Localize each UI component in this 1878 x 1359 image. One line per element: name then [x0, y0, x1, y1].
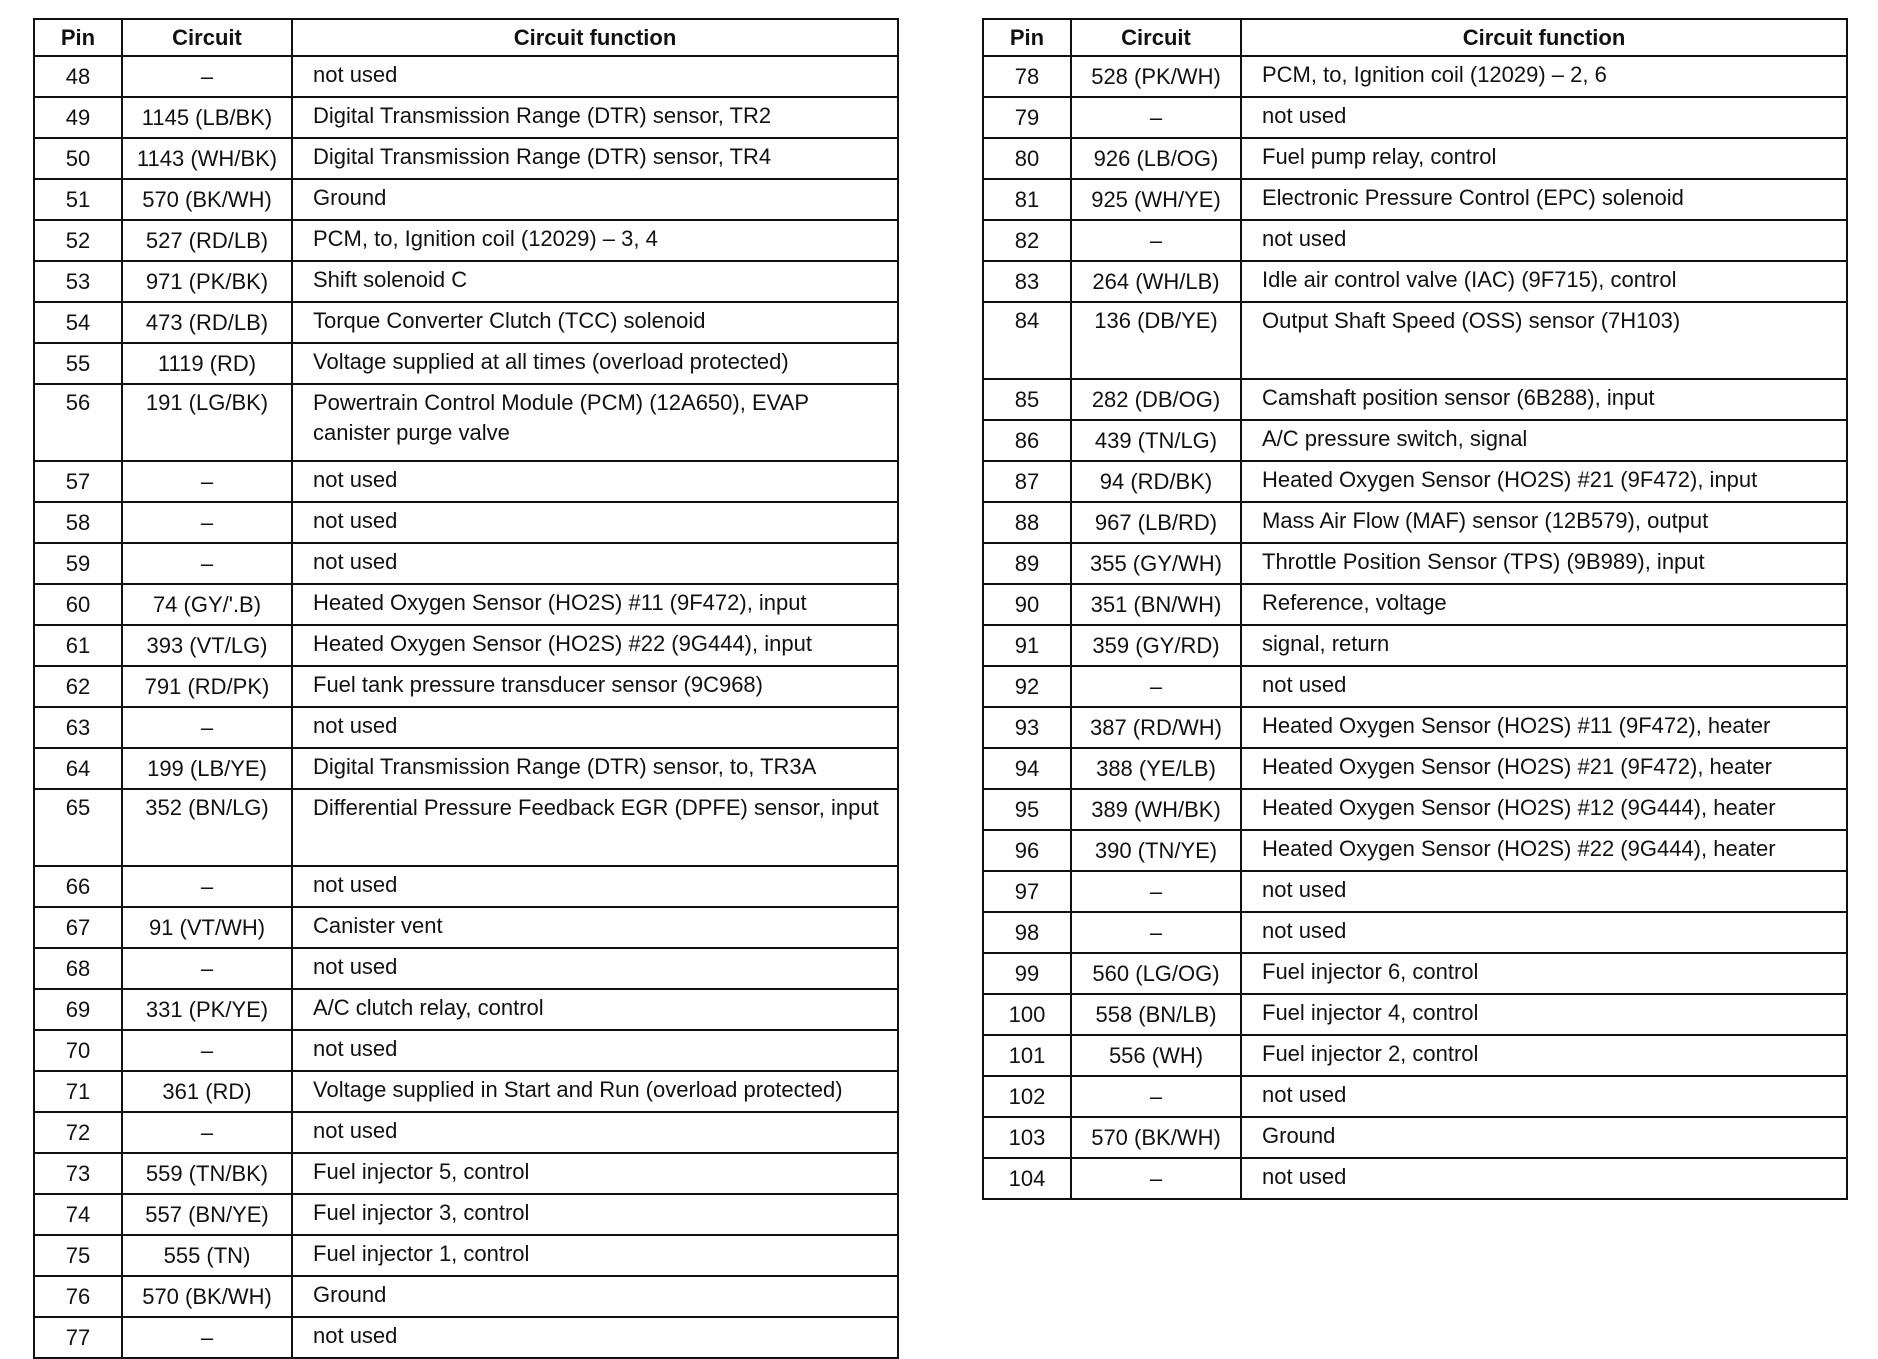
pin-cell: 78: [983, 56, 1071, 97]
table-row: [983, 625, 1847, 666]
circuit-function-cell: Electronic Pressure Control (EPC) solenoid: [1241, 179, 1847, 220]
circuit-function-cell: Fuel tank pressure transducer sensor (9C968): [292, 666, 898, 707]
pin-cell: 75: [34, 1235, 122, 1276]
circuit-cell: 560 (LG/OG): [1071, 953, 1241, 994]
circuit-function-cell: Mass Air Flow (MAF) sensor (12B579), output: [1241, 502, 1847, 543]
table-row: [983, 830, 1847, 871]
pin-cell: 65: [34, 789, 122, 866]
pin-cell: 77: [34, 1317, 122, 1358]
circuit-function-cell: PCM, to, Ignition coil (12029) – 2, 6: [1241, 56, 1847, 97]
circuit-function-cell: Fuel injector 2, control: [1241, 1035, 1847, 1076]
pin-cell: 72: [34, 1112, 122, 1153]
circuit-cell: 557 (BN/YE): [122, 1194, 292, 1235]
table-row: [983, 138, 1847, 179]
circuit-cell: 555 (TN): [122, 1235, 292, 1276]
circuit-cell: 556 (WH): [1071, 1035, 1241, 1076]
circuit-cell: –: [1071, 1158, 1241, 1199]
circuit-function-cell: Ground: [292, 179, 898, 220]
circuit-cell: 926 (LB/OG): [1071, 138, 1241, 179]
circuit-function-cell: Throttle Position Sensor (TPS) (9B989), input: [1241, 543, 1847, 584]
circuit-function-cell: Heated Oxygen Sensor (HO2S) #11 (9F472), input: [292, 584, 898, 625]
pin-cell: 87: [983, 461, 1071, 502]
table-row: [34, 543, 898, 584]
table-row: [34, 625, 898, 666]
circuit-function-cell: Voltage supplied in Start and Run (overload protected): [292, 1071, 898, 1112]
circuit-function-cell: Ground: [292, 1276, 898, 1317]
table-row: [34, 261, 898, 302]
table-row: [983, 584, 1847, 625]
table-row: [34, 138, 898, 179]
circuit-function-cell: Fuel pump relay, control: [1241, 138, 1847, 179]
table-row: [983, 953, 1847, 994]
table-row: [983, 1035, 1847, 1076]
table-row: [34, 502, 898, 543]
pin-cell: 64: [34, 748, 122, 789]
table-row: [983, 1117, 1847, 1158]
circuit-cell: 352 (BN/LG): [122, 789, 292, 866]
circuit-function-cell: not used: [1241, 871, 1847, 912]
pin-cell: 50: [34, 138, 122, 179]
circuit-cell: 359 (GY/RD): [1071, 625, 1241, 666]
table-row: [34, 789, 898, 866]
circuit-function-cell: not used: [1241, 220, 1847, 261]
table-row: [983, 179, 1847, 220]
circuit-function-cell: Heated Oxygen Sensor (HO2S) #21 (9F472), heater: [1241, 748, 1847, 789]
circuit-cell: –: [122, 1317, 292, 1358]
circuit-function-cell: Camshaft position sensor (6B288), input: [1241, 379, 1847, 420]
pin-cell: 99: [983, 953, 1071, 994]
circuit-cell: –: [122, 56, 292, 97]
pin-cell: 100: [983, 994, 1071, 1035]
circuit-function-cell: PCM, to, Ignition coil (12029) – 3, 4: [292, 220, 898, 261]
circuit-function-cell: Fuel injector 1, control: [292, 1235, 898, 1276]
circuit-function-cell: Heated Oxygen Sensor (HO2S) #11 (9F472), heater: [1241, 707, 1847, 748]
circuit-cell: 791 (RD/PK): [122, 666, 292, 707]
circuit-cell: 91 (VT/WH): [122, 907, 292, 948]
table-row: [34, 584, 898, 625]
pin-cell: 90: [983, 584, 1071, 625]
pin-cell: 103: [983, 1117, 1071, 1158]
circuit-function-cell: Fuel injector 3, control: [292, 1194, 898, 1235]
circuit-function-cell: not used: [1241, 1158, 1847, 1199]
table-body-left: [34, 56, 898, 1358]
table-header-row: [34, 19, 898, 56]
pin-cell: 59: [34, 543, 122, 584]
table-row: [34, 461, 898, 502]
pin-cell: 86: [983, 420, 1071, 461]
circuit-cell: –: [1071, 97, 1241, 138]
table-row: [983, 97, 1847, 138]
circuit-function-cell: not used: [1241, 666, 1847, 707]
pin-cell: 84: [983, 302, 1071, 379]
table-row: [983, 543, 1847, 584]
circuit-function-cell: not used: [292, 707, 898, 748]
circuit-cell: –: [122, 1112, 292, 1153]
circuit-function-cell: Powertrain Control Module (PCM) (12A650), EVAP canister purge valve: [292, 384, 898, 461]
header-circuit: Circuit: [1071, 19, 1241, 56]
circuit-cell: 355 (GY/WH): [1071, 543, 1241, 584]
circuit-cell: 389 (WH/BK): [1071, 789, 1241, 830]
circuit-cell: 570 (BK/WH): [1071, 1117, 1241, 1158]
circuit-cell: 439 (TN/LG): [1071, 420, 1241, 461]
pin-table-left: [33, 18, 899, 1359]
pin-table-right: [982, 18, 1848, 1200]
pin-cell: 85: [983, 379, 1071, 420]
pin-cell: 60: [34, 584, 122, 625]
header-pin: Pin: [983, 19, 1071, 56]
pin-cell: 56: [34, 384, 122, 461]
pin-cell: 54: [34, 302, 122, 343]
table-row: [983, 1076, 1847, 1117]
pin-cell: 49: [34, 97, 122, 138]
table-row: [34, 989, 898, 1030]
table-row: [983, 261, 1847, 302]
pin-cell: 48: [34, 56, 122, 97]
circuit-cell: 971 (PK/BK): [122, 261, 292, 302]
table-row: [983, 912, 1847, 953]
pin-cell: 68: [34, 948, 122, 989]
circuit-function-cell: Fuel injector 6, control: [1241, 953, 1847, 994]
circuit-cell: 570 (BK/WH): [122, 179, 292, 220]
table-row: [983, 748, 1847, 789]
table-row: [34, 866, 898, 907]
circuit-function-cell: Ground: [1241, 1117, 1847, 1158]
table-row: [34, 302, 898, 343]
table-row: [34, 343, 898, 384]
circuit-cell: –: [122, 543, 292, 584]
table-row: [983, 707, 1847, 748]
circuit-function-cell: not used: [1241, 912, 1847, 953]
pin-cell: 104: [983, 1158, 1071, 1199]
table-row: [34, 748, 898, 789]
circuit-function-cell: Voltage supplied at all times (overload protected): [292, 343, 898, 384]
circuit-cell: –: [1071, 220, 1241, 261]
circuit-function-cell: not used: [292, 461, 898, 502]
pin-cell: 55: [34, 343, 122, 384]
pin-cell: 101: [983, 1035, 1071, 1076]
pin-cell: 74: [34, 1194, 122, 1235]
pin-cell: 83: [983, 261, 1071, 302]
pin-cell: 62: [34, 666, 122, 707]
circuit-function-cell: Shift solenoid C: [292, 261, 898, 302]
header-circuit-function: Circuit function: [292, 19, 898, 56]
pin-cell: 79: [983, 97, 1071, 138]
table-row: [34, 97, 898, 138]
header-pin: Pin: [34, 19, 122, 56]
pin-cell: 89: [983, 543, 1071, 584]
pin-cell: 82: [983, 220, 1071, 261]
pin-cell: 76: [34, 1276, 122, 1317]
circuit-function-cell: Reference, voltage: [1241, 584, 1847, 625]
circuit-cell: 388 (YE/LB): [1071, 748, 1241, 789]
circuit-cell: –: [122, 707, 292, 748]
circuit-cell: 282 (DB/OG): [1071, 379, 1241, 420]
pin-cell: 88: [983, 502, 1071, 543]
pin-cell: 57: [34, 461, 122, 502]
table-row: [983, 420, 1847, 461]
circuit-function-cell: not used: [292, 1030, 898, 1071]
table-body-right: [983, 56, 1847, 1199]
circuit-cell: 191 (LG/BK): [122, 384, 292, 461]
pin-cell: 91: [983, 625, 1071, 666]
table-row: [34, 384, 898, 461]
pin-cell: 52: [34, 220, 122, 261]
circuit-cell: –: [122, 461, 292, 502]
circuit-cell: 1143 (WH/BK): [122, 138, 292, 179]
circuit-cell: –: [122, 948, 292, 989]
table-row: [983, 666, 1847, 707]
circuit-function-cell: A/C clutch relay, control: [292, 989, 898, 1030]
circuit-function-cell: Digital Transmission Range (DTR) sensor, to, TR3A: [292, 748, 898, 789]
circuit-function-cell: A/C pressure switch, signal: [1241, 420, 1847, 461]
pin-cell: 73: [34, 1153, 122, 1194]
table-row: [983, 1158, 1847, 1199]
circuit-function-cell: Digital Transmission Range (DTR) sensor, TR4: [292, 138, 898, 179]
circuit-cell: 199 (LB/YE): [122, 748, 292, 789]
pin-cell: 71: [34, 1071, 122, 1112]
circuit-function-cell: not used: [292, 866, 898, 907]
circuit-cell: 331 (PK/YE): [122, 989, 292, 1030]
circuit-function-cell: Fuel injector 5, control: [292, 1153, 898, 1194]
circuit-cell: 1119 (RD): [122, 343, 292, 384]
pin-cell: 97: [983, 871, 1071, 912]
circuit-function-cell: not used: [292, 502, 898, 543]
circuit-cell: 94 (RD/BK): [1071, 461, 1241, 502]
pin-cell: 66: [34, 866, 122, 907]
circuit-function-cell: Output Shaft Speed (OSS) sensor (7H103): [1241, 302, 1847, 379]
circuit-function-cell: Fuel injector 4, control: [1241, 994, 1847, 1035]
circuit-cell: 136 (DB/YE): [1071, 302, 1241, 379]
circuit-cell: –: [1071, 912, 1241, 953]
table-row: [983, 220, 1847, 261]
table-row: [34, 666, 898, 707]
pin-cell: 61: [34, 625, 122, 666]
circuit-function-cell: not used: [292, 543, 898, 584]
table-row: [34, 1317, 898, 1358]
pin-cell: 98: [983, 912, 1071, 953]
circuit-function-cell: Idle air control valve (IAC) (9F715), control: [1241, 261, 1847, 302]
table-row: [34, 907, 898, 948]
table-row: [34, 707, 898, 748]
circuit-function-cell: not used: [292, 1112, 898, 1153]
pin-cell: 51: [34, 179, 122, 220]
circuit-cell: –: [122, 1030, 292, 1071]
pin-cell: 63: [34, 707, 122, 748]
pin-cell: 80: [983, 138, 1071, 179]
pin-cell: 96: [983, 830, 1071, 871]
table-row: [983, 379, 1847, 420]
circuit-cell: 351 (BN/WH): [1071, 584, 1241, 625]
pin-cell: 81: [983, 179, 1071, 220]
table-row: [983, 789, 1847, 830]
table-row: [34, 1071, 898, 1112]
circuit-cell: 393 (VT/LG): [122, 625, 292, 666]
table-row: [983, 994, 1847, 1035]
circuit-function-cell: Heated Oxygen Sensor (HO2S) #22 (9G444), input: [292, 625, 898, 666]
circuit-cell: –: [1071, 666, 1241, 707]
table-row: [34, 179, 898, 220]
circuit-function-cell: Canister vent: [292, 907, 898, 948]
circuit-cell: 361 (RD): [122, 1071, 292, 1112]
pin-cell: 70: [34, 1030, 122, 1071]
circuit-cell: –: [1071, 1076, 1241, 1117]
circuit-function-cell: not used: [1241, 1076, 1847, 1117]
circuit-cell: 967 (LB/RD): [1071, 502, 1241, 543]
circuit-function-cell: not used: [292, 1317, 898, 1358]
table-header-row: [983, 19, 1847, 56]
circuit-cell: 390 (TN/YE): [1071, 830, 1241, 871]
table-row: [983, 302, 1847, 379]
pin-cell: 94: [983, 748, 1071, 789]
table-row: [34, 1194, 898, 1235]
circuit-cell: 528 (PK/WH): [1071, 56, 1241, 97]
circuit-function-cell: Torque Converter Clutch (TCC) solenoid: [292, 302, 898, 343]
circuit-cell: 558 (BN/LB): [1071, 994, 1241, 1035]
table-row: [34, 1153, 898, 1194]
pin-cell: 67: [34, 907, 122, 948]
circuit-function-cell: signal, return: [1241, 625, 1847, 666]
circuit-cell: –: [122, 866, 292, 907]
pin-cell: 93: [983, 707, 1071, 748]
table-row: [983, 56, 1847, 97]
table-row: [34, 1030, 898, 1071]
circuit-cell: 264 (WH/LB): [1071, 261, 1241, 302]
circuit-function-cell: Heated Oxygen Sensor (HO2S) #22 (9G444), heater: [1241, 830, 1847, 871]
header-circuit-function: Circuit function: [1241, 19, 1847, 56]
header-circuit: Circuit: [122, 19, 292, 56]
circuit-function-cell: not used: [292, 948, 898, 989]
table-row: [34, 220, 898, 261]
circuit-cell: 925 (WH/YE): [1071, 179, 1241, 220]
table-row: [34, 1235, 898, 1276]
table-row: [983, 502, 1847, 543]
table-row: [34, 1276, 898, 1317]
table-row: [983, 461, 1847, 502]
circuit-cell: 387 (RD/WH): [1071, 707, 1241, 748]
circuit-cell: 74 (GY/'.B): [122, 584, 292, 625]
table-row: [34, 1112, 898, 1153]
circuit-function-cell: Digital Transmission Range (DTR) sensor, TR2: [292, 97, 898, 138]
pin-cell: 102: [983, 1076, 1071, 1117]
circuit-cell: –: [1071, 871, 1241, 912]
circuit-function-cell: not used: [1241, 97, 1847, 138]
circuit-cell: 1145 (LB/BK): [122, 97, 292, 138]
circuit-function-cell: Differential Pressure Feedback EGR (DPFE) sensor, input: [292, 789, 898, 866]
pin-cell: 53: [34, 261, 122, 302]
circuit-function-cell: Heated Oxygen Sensor (HO2S) #12 (9G444), heater: [1241, 789, 1847, 830]
circuit-function-cell: Heated Oxygen Sensor (HO2S) #21 (9F472), input: [1241, 461, 1847, 502]
circuit-cell: 473 (RD/LB): [122, 302, 292, 343]
circuit-function-cell: not used: [292, 56, 898, 97]
pin-cell: 58: [34, 502, 122, 543]
pin-cell: 92: [983, 666, 1071, 707]
pin-cell: 95: [983, 789, 1071, 830]
pin-cell: 69: [34, 989, 122, 1030]
circuit-cell: –: [122, 502, 292, 543]
circuit-cell: 570 (BK/WH): [122, 1276, 292, 1317]
circuit-cell: 559 (TN/BK): [122, 1153, 292, 1194]
circuit-cell: 527 (RD/LB): [122, 220, 292, 261]
table-row: [983, 871, 1847, 912]
table-row: [34, 56, 898, 97]
table-row: [34, 948, 898, 989]
